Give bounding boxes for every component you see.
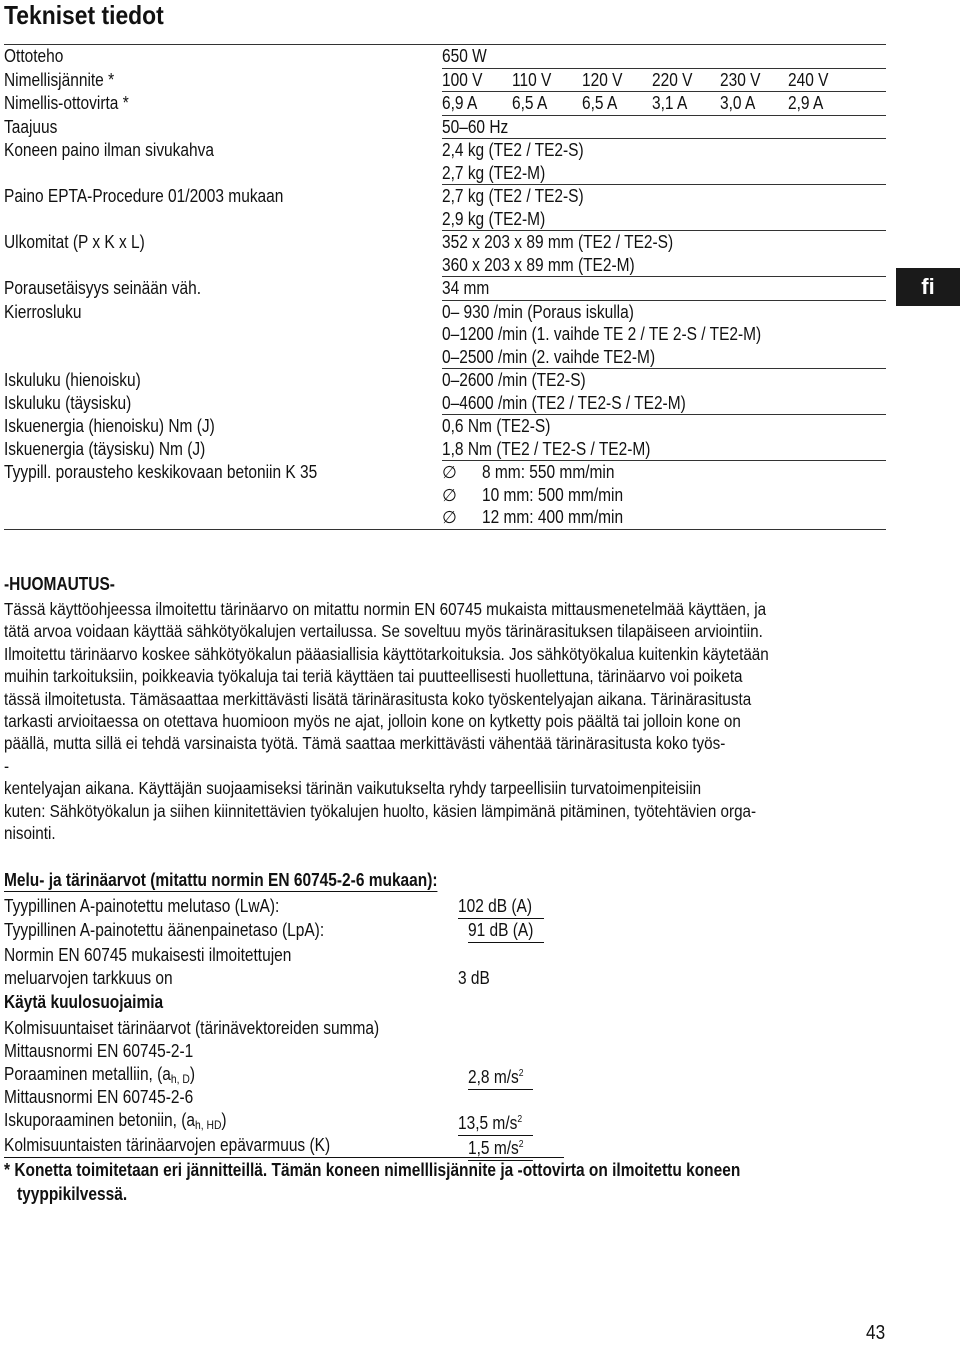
diameter-icon: ∅	[442, 463, 457, 483]
spec-value: 0–1200 /min (1. vaihde TE 2 / TE 2-S / TE2-M)	[442, 324, 762, 344]
spec-value: 352 x 203 x 89 mm (TE2 / TE2-S)	[442, 232, 674, 252]
spec-label: Ulkomitat (P x K x L)	[4, 232, 145, 252]
spec-value: 220 V	[652, 69, 693, 90]
spec-value: 12 mm: 400 mm/min	[482, 507, 624, 527]
note-body	[4, 598, 888, 844]
spec-value: 0,6 Nm (TE2-S)	[442, 416, 551, 436]
page-number: 43	[866, 1322, 886, 1344]
spec-value: 650 W	[442, 46, 487, 66]
spec-value: 240 V	[788, 69, 829, 90]
note-line: päällä, mutta sillä ei tehdä varsinaista työtä. Tämä saattaa merkittävästi vähentää tärinärasitusta koko työs-	[4, 733, 726, 754]
spec-label: Kierrosluku	[4, 301, 82, 322]
spec-value: 2,7 kg (TE2-M)	[442, 162, 546, 183]
spec-label: Koneen paino ilman sivukahva	[4, 140, 214, 160]
spec-label: Iskuenergia (täysisku) Nm (J)	[4, 438, 206, 459]
note-line: kuten: Sähkötyökalun ja siihen kiinnitettävien työkalujen huolto, käsien lämpimänä pitäminen, työtehtävien orga-	[4, 800, 757, 821]
spec-row-frequency	[4, 116, 886, 140]
spec-label: Tyypill. porausteho keskikovaan betoniin K 35	[4, 462, 318, 482]
spec-value: 230 V	[720, 69, 761, 90]
spec-value: 6,5 A	[582, 93, 618, 113]
diameter-icon: ∅	[442, 508, 457, 528]
language-tab: fi	[896, 268, 960, 306]
spec-row-drilling-rate	[4, 461, 886, 529]
spec-row-epta-weight	[4, 185, 886, 231]
spec-label: Taajuus	[4, 116, 58, 137]
spec-row-current	[4, 92, 886, 116]
note-title: -HUOMAUTUS-	[4, 574, 115, 594]
spec-label: Iskuluku (hienoisku)	[4, 370, 141, 390]
spec-label: Iskuenergia (hienoisku) Nm (J)	[4, 416, 215, 436]
note-line: tätä arvoa voidaan käyttää sähkötyökalujen vertailussa. Se soveltuu myös tärinärasituksen tilapäiseen arviointiin.	[4, 621, 763, 642]
spec-label: Paino EPTA-Procedure 01/2003 mukaan	[4, 186, 284, 206]
spec-value: 2,4 kg (TE2 / TE2-S)	[442, 140, 584, 160]
page-title: Tekniset tiedot	[4, 0, 164, 30]
spec-row-dimensions	[4, 231, 886, 277]
spec-value: 2,9 A	[788, 93, 824, 113]
vibration-title: Melu- ja tärinäarvot (mitattu normin EN 60745-2-6 mukaan):	[4, 870, 438, 890]
note-line: tarkasti arvioitaessa on otettava huomioon myös ne ajat, jolloin kone on kytketty pois päältä tai jolloin kone on	[4, 711, 741, 732]
note-line: muihin tarkoituksiin, poikkeavia työkaluja tai teriä käyttäen tai puutteellisesti huollettuna, tärinäarvo voi poiketa	[4, 666, 743, 687]
note-line: tässä ilmoitetusta. Tämäsaattaa merkittävästi lisätä tärinärasitusta koko työskentelyajan aikana. Tärinärasitusta	[4, 688, 752, 709]
spec-value: 50–60 Hz	[442, 116, 509, 137]
spec-value: 2,7 kg (TE2 / TE2-S)	[442, 186, 584, 206]
spec-value: 0–2600 /min (TE2-S)	[442, 370, 586, 390]
spec-value: 120 V	[582, 69, 623, 90]
note-line: kentelyajan aikana. Käyttäjän suojaamiseksi tärinän vaikutukselta ryhdy tarpeellisiin turvatoimenpiteisiin	[4, 778, 702, 799]
spec-value: 100 V	[442, 69, 483, 90]
note-line: Tässä käyttöohjeessa ilmoitettu tärinäarvo on mitattu normin EN 60745 mukaista mittausmenetelmää käyttäen, ja	[4, 599, 767, 619]
spec-value: 3,1 A	[652, 93, 688, 113]
spec-value: 6,9 A	[442, 93, 478, 113]
spec-value: 360 x 203 x 89 mm (TE2-M)	[442, 254, 635, 275]
spec-label: Nimellisjännite *	[4, 69, 115, 90]
footnote: * Konetta toimitetaan eri jännitteillä. Tämän koneen nimelllisjännite ja -ottovirta on ilmoitettu koneen tyyppikilvessä.	[4, 1160, 741, 1204]
spec-label: Nimellis-ottovirta *	[4, 93, 129, 113]
spec-row-impact-rate	[4, 369, 886, 415]
note-line: -	[4, 755, 10, 776]
diameter-icon: ∅	[442, 485, 457, 506]
note-line: nisointi.	[4, 823, 56, 844]
spec-value: 6,5 A	[512, 93, 548, 113]
spec-row-weight	[4, 139, 886, 185]
spec-value: 34 mm	[442, 278, 490, 298]
spec-value: 10 mm: 500 mm/min	[482, 484, 624, 505]
spec-value: 0– 930 /min (Poraus iskulla)	[442, 301, 634, 322]
spec-row-power	[4, 45, 886, 69]
spec-row-wall-distance	[4, 277, 886, 301]
spec-row-impact-energy	[4, 415, 886, 461]
spec-value: 3,0 A	[720, 93, 756, 113]
spec-label: Ottoteho	[4, 46, 64, 66]
spec-value: 0–4600 /min (TE2 / TE2-S / TE2-M)	[442, 392, 686, 413]
spec-value: 1,8 Nm (TE2 / TE2-S / TE2-M)	[442, 438, 651, 459]
spec-label: Porausetäisyys seinään väh.	[4, 278, 202, 298]
spec-value: 0–2500 /min (2. vaihde TE2-M)	[442, 346, 656, 367]
spec-label: Iskuluku (täysisku)	[4, 392, 132, 413]
spec-row-rpm	[4, 301, 886, 370]
spec-value: 8 mm: 550 mm/min	[482, 462, 615, 482]
spec-row-voltage	[4, 69, 886, 93]
spec-value: 2,9 kg (TE2-M)	[442, 208, 546, 229]
spec-value: 110 V	[512, 69, 552, 90]
spec-table	[4, 44, 886, 530]
note-line: Ilmoitettu tärinäarvo koskee sähkötyökalun pääasiallisia käyttötarkoituksia. Jos sähkötyökalua kuitenkin käytetään	[4, 643, 769, 664]
